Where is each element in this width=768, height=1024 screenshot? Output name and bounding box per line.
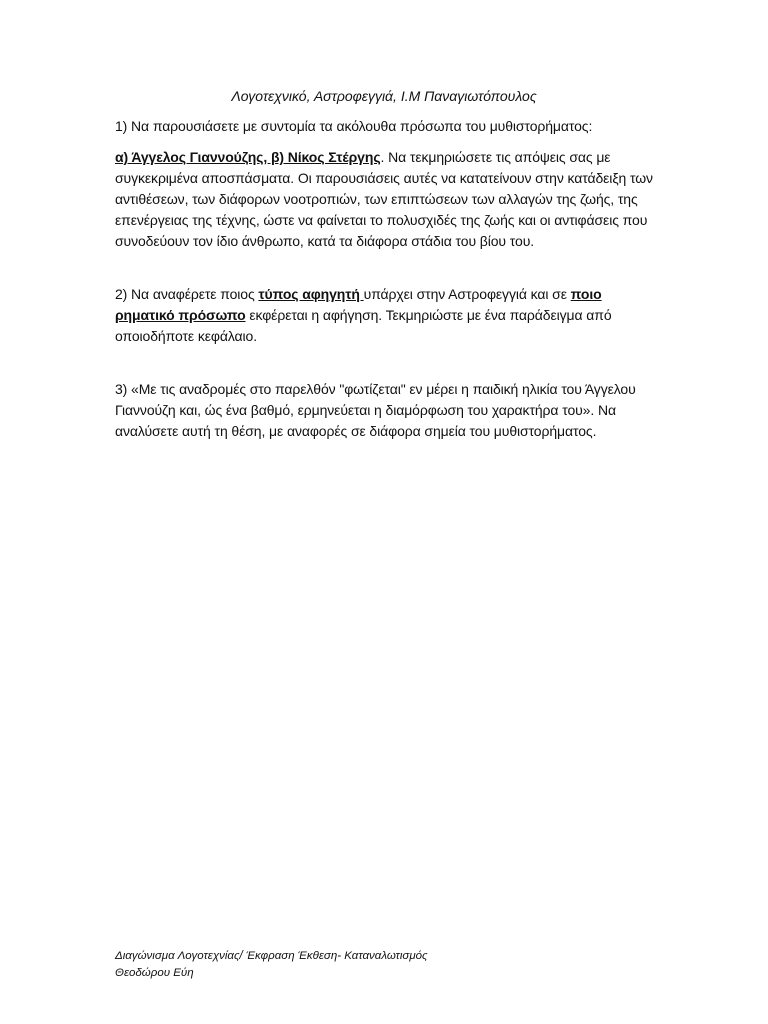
question-1-names: α) Άγγελος Γιαννούζης, β) Νίκος Στέργης xyxy=(115,149,381,165)
question-2 xyxy=(115,284,655,347)
question-1-intro: 1) Να παρουσιάσετε με συντομία τα ακόλουθα πρόσωπα του μυθιστορήματος: xyxy=(115,118,593,134)
footer-line-1: Διαγώνισμα Λογοτεχνίας/ Έκφραση Έκθεση- Καταναλωτισμός xyxy=(115,950,428,962)
question-2-term2: ποιο ρηματικό πρόσωπο xyxy=(115,286,602,323)
document-title: Λογοτεχνικό, Αστροφεγγιά, Ι.Μ Παναγιωτόπουλος xyxy=(231,88,537,104)
question-1-body xyxy=(115,147,655,252)
question-2-part3: εκφέρεται η αφήγηση. Τεκμηριώστε με ένα παράδειγμα από οποιοδήποτε κεφάλαιο. xyxy=(115,307,612,344)
question-2-part2: υπάρχει στην Αστροφεγγιά και σε xyxy=(363,286,571,302)
question-2-term1: τύπος αφηγητή xyxy=(258,286,364,302)
question-1-text: . Να τεκμηριώσετε τις απόψεις σας με συγκεκριμένα αποσπάσματα. Οι παρουσιάσεις αυτές να κατατείνουν στην κατάδειξη των αντιθέσεων, των διάφορων νοοτροπιών, των επιπτώσεων των αλλαγών της ζωής, της επενέργειας της τέχνης, ώστε να φαίνεται το πολυσχιδές της ζωής και οι αντιφάσεις που συνοδεύουν τον ίδιο άνθρωπο, κατά τα διάφορα στάδια του βίου του. xyxy=(115,149,653,249)
question-2-part1: 2) Να αναφέρετε ποιος xyxy=(115,286,259,302)
page-footer xyxy=(115,948,428,982)
footer-line-2: Θεοδώρου Εύη xyxy=(115,967,194,979)
question-3: 3) «Με τις αναδρομές στο παρελθόν "φωτίζεται" εν μέρει η παιδική ηλικία του Άγγελου Γιαννούζη και, ώς ένα βαθμό, ερμηνεύεται η διαμόρφωση του χαρακτήρα του». Να αναλύσετε αυτή τη θέση, με αναφορές σε διάφορα σημεία του μυθιστορήματος. xyxy=(115,381,636,439)
